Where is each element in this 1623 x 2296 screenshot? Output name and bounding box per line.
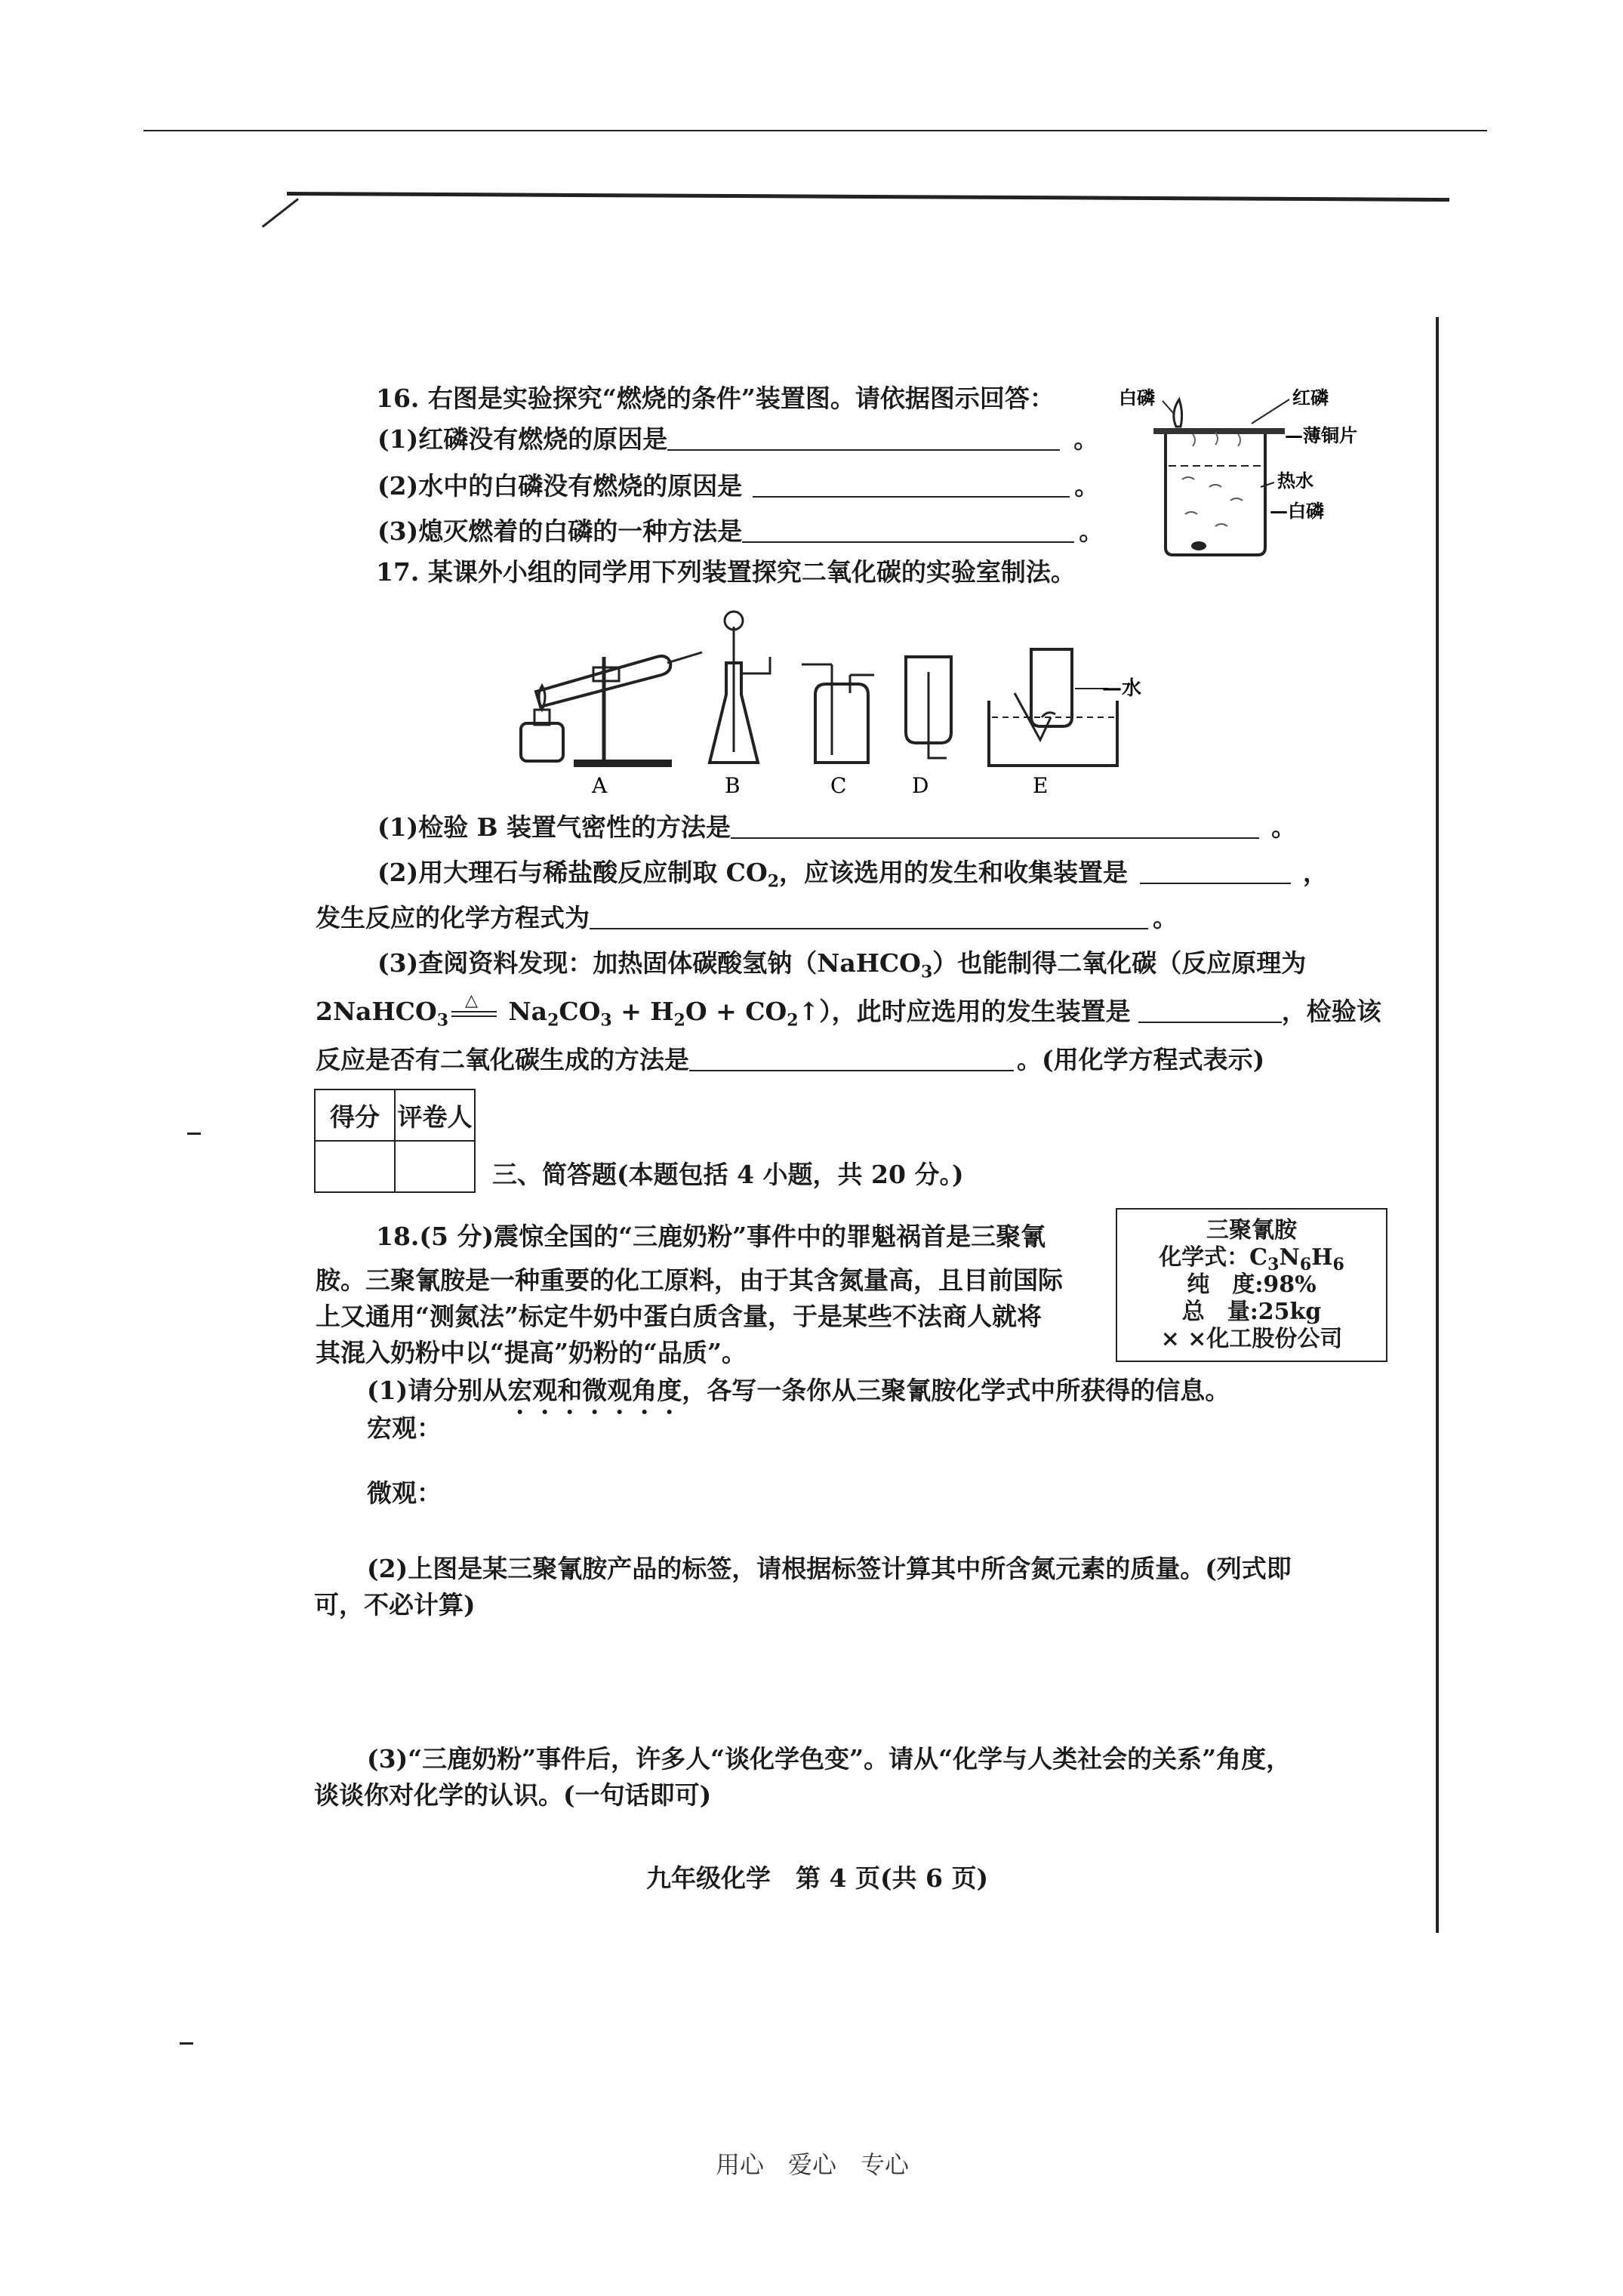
margin-mark-2	[180, 2042, 193, 2045]
eq-right-1: Na	[500, 997, 548, 1026]
q16-title: 16. 右图是实验探究“燃烧的条件”装置图。请依据图示回答：	[376, 384, 1055, 413]
formula-n: N	[1279, 1244, 1300, 1271]
eq-left: 2NaHCO	[316, 997, 437, 1026]
eq-arrow	[451, 991, 497, 1020]
q16-answer-1[interactable]	[667, 425, 1060, 451]
co2-apparatus-figure	[498, 604, 1193, 800]
q18-intro-line1	[376, 1222, 1046, 1252]
score-header: 得分	[315, 1089, 395, 1141]
q16-part3-text: (3)熄灭燃着的白磷的一种方法是	[377, 516, 743, 546]
beaker	[1166, 434, 1265, 555]
q16-part1	[377, 424, 1098, 455]
q17-part2-sub: 2	[767, 871, 780, 892]
apparatus-e	[989, 649, 1141, 798]
label-mass: 总 量:25kg	[1181, 1299, 1322, 1325]
fig-white-p-label: 白磷	[1119, 387, 1155, 408]
eq-right-4: O + CO	[685, 997, 787, 1026]
eq-line-bottom	[451, 1015, 497, 1017]
q17-part1-text: (1)检验 B 装置气密性的方法是	[377, 812, 731, 842]
steam	[1193, 433, 1240, 446]
q18-part1-c: ，各写一条你从三聚氰胺化学式中所获得的信息。	[682, 1376, 1230, 1405]
q18-part2-answer[interactable]	[314, 1623, 1386, 1729]
label-e: E	[1033, 773, 1049, 798]
q17-part2-text-c: 发生反应的化学方程式为	[316, 903, 590, 932]
q17-part2-text-b: ，应该选用的发生和收集装置是	[779, 858, 1129, 887]
q17-part3-text-c-end: 。(用化学方程式表示)	[1017, 1045, 1265, 1074]
q18-part2-line1: (2)上图是某三聚氰胺产品的标签，请根据标签计算其中所含氮元素的质量。(列式即	[367, 1554, 1292, 1583]
q18-part1-emph: 宏观和微观角度	[507, 1376, 682, 1405]
q16-answer-2[interactable]	[753, 472, 1070, 498]
q17-part2-comma: ，	[1303, 858, 1329, 887]
eq-right-3: + H	[611, 997, 674, 1026]
eq-right-2-sub: 3	[600, 1010, 612, 1031]
q16-part1-text: (1)红磷没有燃烧的原因是	[377, 424, 668, 454]
score-table	[314, 1089, 476, 1193]
label-name: 三聚氰胺	[1206, 1217, 1297, 1244]
eq-right-2: CO	[559, 997, 601, 1026]
apparatus-d	[906, 657, 951, 798]
q17-part3-text-c: 反应是否有二氧化碳生成的方法是	[316, 1045, 689, 1074]
apparatus-a	[521, 652, 702, 798]
section-3-title: 三、简答题(本题包括 4 小题，共 20 分。)	[492, 1160, 964, 1189]
q17-title: 17. 某课外小组的同学用下列装置探究二氧化碳的实验室制法。	[376, 557, 1076, 587]
formula-h: H	[1311, 1244, 1333, 1271]
q17-part1	[377, 812, 1296, 843]
q17-part3-line1	[377, 948, 1307, 982]
page-footer: 九年级化学 第 4 页(共 6 页)	[646, 1863, 989, 1893]
apparatus-b	[710, 612, 770, 798]
copper-sheet	[1153, 428, 1285, 434]
page-edge-corner	[262, 198, 299, 227]
q18-macro-label: 宏观：	[367, 1413, 442, 1443]
eq-line-top	[451, 1011, 497, 1012]
q17-part3-line3	[316, 1045, 1264, 1075]
q17-part2-end: 。	[1153, 903, 1178, 932]
q18-micro-answer[interactable]	[453, 1480, 1359, 1525]
score-cell[interactable]	[315, 1141, 395, 1192]
grader-cell[interactable]	[395, 1141, 475, 1192]
label-purity: 纯 度:98%	[1187, 1271, 1317, 1298]
q16-part3-end: 。	[1079, 516, 1104, 546]
q17-part3-text-a: (3)查阅资料发现：加热固体碳酸氢钠（NaHCO	[377, 948, 921, 978]
q16-part2-text: (2)水中的白磷没有燃烧的原因是	[377, 471, 743, 501]
q17-answer-1[interactable]	[731, 813, 1259, 839]
melamine-product-label	[1116, 1208, 1387, 1362]
formula-sub-h: 6	[1332, 1255, 1344, 1274]
combustion-apparatus-figure	[1110, 374, 1427, 570]
fig-leader-hotwater	[1261, 482, 1274, 487]
q18-part3-line1: (3)“三鹿奶粉”事件后，许多人“谈化学色变”。请从“化学与人类社会的关系”角度，	[367, 1744, 1292, 1774]
q18-micro-label: 微观：	[367, 1478, 442, 1508]
label-formula-text: 化学式：C	[1159, 1244, 1268, 1271]
q18-macro-answer[interactable]	[453, 1419, 1359, 1465]
q16-answer-3[interactable]	[742, 517, 1074, 543]
white-phosphorus-underwater	[1191, 541, 1206, 550]
eq-left-sub: 3	[436, 1010, 449, 1031]
q17-answer-2a[interactable]	[1140, 858, 1291, 884]
q17-part2-line1	[377, 858, 1329, 892]
q16-part2-end: 。	[1074, 471, 1100, 501]
q18-part3-line2: 谈谈你对化学的认识。(一句话即可)	[314, 1780, 712, 1810]
q18-intro-c: 是三聚氰	[946, 1222, 1046, 1251]
label-d: D	[912, 773, 929, 798]
q18-part3-answer[interactable]	[314, 1812, 1386, 1857]
grader-header: 评卷人	[395, 1089, 475, 1141]
q16-part1-end: 。	[1073, 424, 1099, 454]
page-edge-top	[287, 192, 1449, 202]
q18-part2-line2: 可，不必计算)	[314, 1590, 476, 1620]
eq-right-4-sub: 2	[787, 1010, 799, 1031]
q16-part3	[377, 516, 1104, 547]
q18-part1	[367, 1376, 1230, 1420]
q18-intro-a: 18.(5 分)震惊全国的“三鹿奶粉”事件中的	[376, 1222, 847, 1251]
fig-red-p-label: 红磷	[1292, 387, 1329, 408]
q17-part3-text-a-end: ）也能制得二氧化碳（反应原理为	[932, 948, 1307, 978]
q18-intro-line2: 胺。三聚氰胺是一种重要的化工原料，由于其含氮量高，且目前国际	[316, 1265, 1063, 1295]
q17-answer-3a[interactable]	[1138, 997, 1282, 1023]
eq-right-1-sub: 2	[547, 1010, 559, 1031]
fig-white-p2-label: —白磷	[1270, 500, 1324, 522]
margin-mark-1	[187, 1133, 201, 1135]
fig-leader-red	[1252, 399, 1289, 424]
fig-hot-water-label: 热水	[1277, 470, 1313, 492]
q17-answer-3b[interactable]	[689, 1046, 1014, 1071]
q17-part3-sub: 3	[920, 962, 933, 982]
q18-part1-a: (1)请分别从	[367, 1376, 508, 1405]
water-ripples	[1182, 477, 1243, 526]
label-c: C	[830, 773, 847, 798]
eq-right-3-sub: 2	[673, 1010, 685, 1031]
label-formula	[1131, 1244, 1372, 1274]
q18-intro-line3: 上又通用“测氮法”标定牛奶中蛋白质含量，于是某些不法商人就将	[316, 1302, 1042, 1331]
label-b: B	[725, 773, 741, 798]
apparatus-c	[802, 664, 874, 798]
label-a: A	[592, 773, 608, 798]
q17-part3-line2	[316, 991, 1381, 1031]
page-edge-right	[1436, 317, 1439, 1933]
q18-intro-line4: 其混入奶粉中以“提高”奶粉的“品质”。	[316, 1338, 747, 1367]
bottom-motto: 用心 爱心 专心	[716, 2150, 910, 2179]
eq-right-5: ↑），此时应选用的发生装置是	[798, 997, 1131, 1026]
q17-answer-2b[interactable]	[590, 904, 1148, 929]
fig-leader-white	[1163, 401, 1175, 415]
label-water: —水	[1102, 677, 1142, 700]
flame-icon	[1174, 399, 1182, 427]
label-company: × ×化工股份公司	[1160, 1326, 1343, 1352]
formula-sub-c: 3	[1267, 1255, 1280, 1274]
fig-copper-label: —薄铜片	[1285, 424, 1357, 446]
q17-part2-text-a: (2)用大理石与稀盐酸反应制取 CO	[377, 858, 768, 887]
top-rule	[143, 130, 1487, 131]
q16-part2	[377, 471, 1099, 501]
eq-delta: △	[465, 991, 478, 1010]
q17-part2-line2	[316, 903, 1178, 933]
q18-intro-emph: 罪魁祸首	[846, 1222, 947, 1251]
formula-sub-n: 6	[1299, 1255, 1312, 1274]
q17-part1-end: 。	[1271, 812, 1297, 842]
q17-part3-check: ，检验该	[1281, 997, 1381, 1026]
